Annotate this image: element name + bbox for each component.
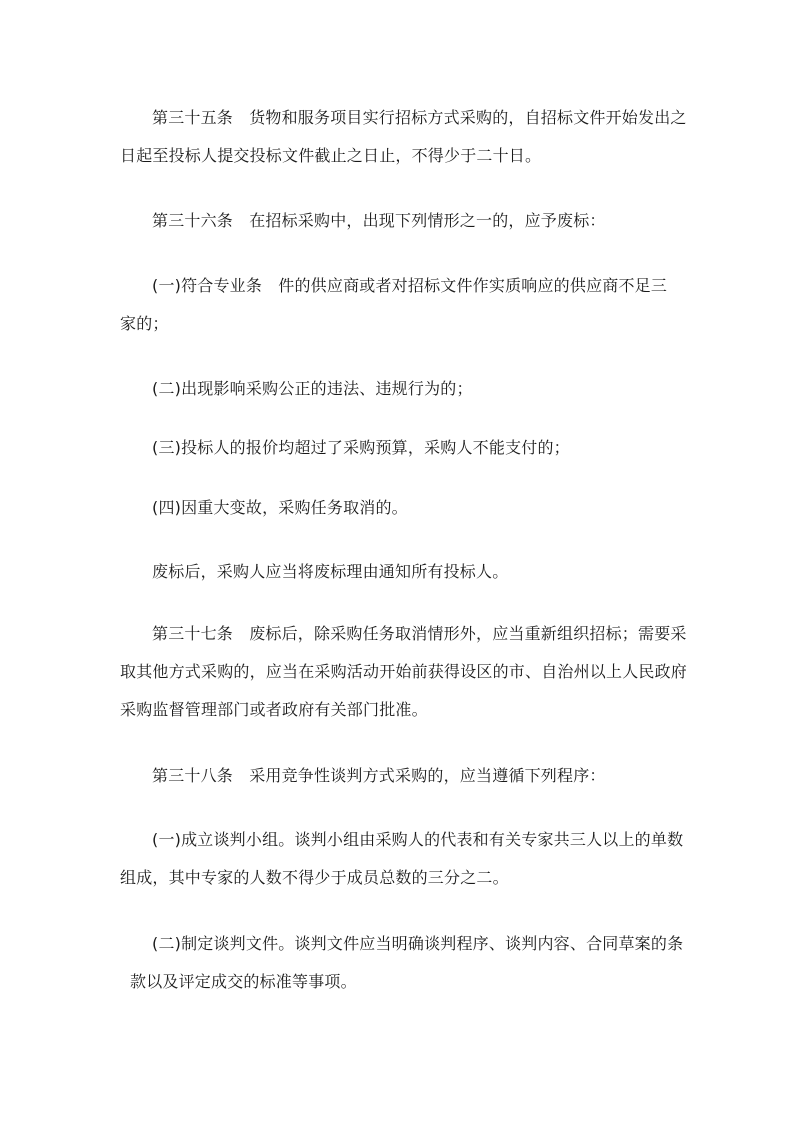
paragraph-line: (一)符合专业条 件的供应商或者对招标文件作实质响应的供应商不足三: [152, 276, 668, 295]
paragraph-line: (二)出现影响采购公正的违法、违规行为的；: [152, 379, 473, 398]
article-37: [120, 615, 688, 729]
paragraph-line: 第三十八条 采用竞争性谈判方式采购的，应当遵循下列程序：: [152, 766, 606, 785]
article-36: [120, 202, 680, 240]
article-35: [120, 99, 687, 175]
paragraph-line: 日起至投标人提交投标文件截止之日止，不得少于二十日。: [120, 146, 542, 165]
article-36-item-2: [120, 370, 680, 408]
paragraph-line: (四)因重大变故，采购任务取消的。: [152, 498, 408, 517]
paragraph-line: 第三十六条 在招标采购中，出现下列情形之一的，应予废标：: [152, 211, 606, 230]
paragraph-line: 家的；: [120, 314, 169, 333]
paragraph-line: (一)成立谈判小组。谈判小组由采购人的代表和有关专家共三人以上的单数: [152, 830, 684, 849]
paragraph-line: (二)制定谈判文件。谈判文件应当明确谈判程序、谈判内容、合同草案的条: [152, 934, 684, 953]
paragraph-line: 第三十七条 废标后，除采购任务取消情形外，应当重新组织招标；需要采: [152, 624, 687, 643]
article-36-item-4: [120, 489, 680, 527]
article-38-item-2: [120, 925, 684, 1001]
article-38-item-1: [120, 821, 684, 897]
article-36-item-1: [120, 267, 680, 343]
article-36-item-3: [120, 429, 680, 467]
paragraph-line: 组成，其中专家的人数不得少于成员总数的三分之二。: [120, 868, 509, 887]
article-38: [120, 757, 680, 795]
article-36-note: [120, 553, 680, 591]
paragraph-line: 第三十五条 货物和服务项目实行招标方式采购的，自招标文件开始发出之: [152, 108, 687, 127]
paragraph-line: 款以及评定成交的标准等事项。: [130, 972, 357, 991]
paragraph-line: 采购监督管理部门或者政府有关部门批准。: [120, 700, 428, 719]
paragraph-line: 取其他方式采购的，应当在采购活动开始前获得设区的市、自治州以上人民政府: [120, 662, 688, 681]
paragraph-line: 废标后，采购人应当将废标理由通知所有投标人。: [152, 562, 509, 581]
paragraph-line: (三)投标人的报价均超过了采购预算，采购人不能支付的；: [152, 438, 570, 457]
